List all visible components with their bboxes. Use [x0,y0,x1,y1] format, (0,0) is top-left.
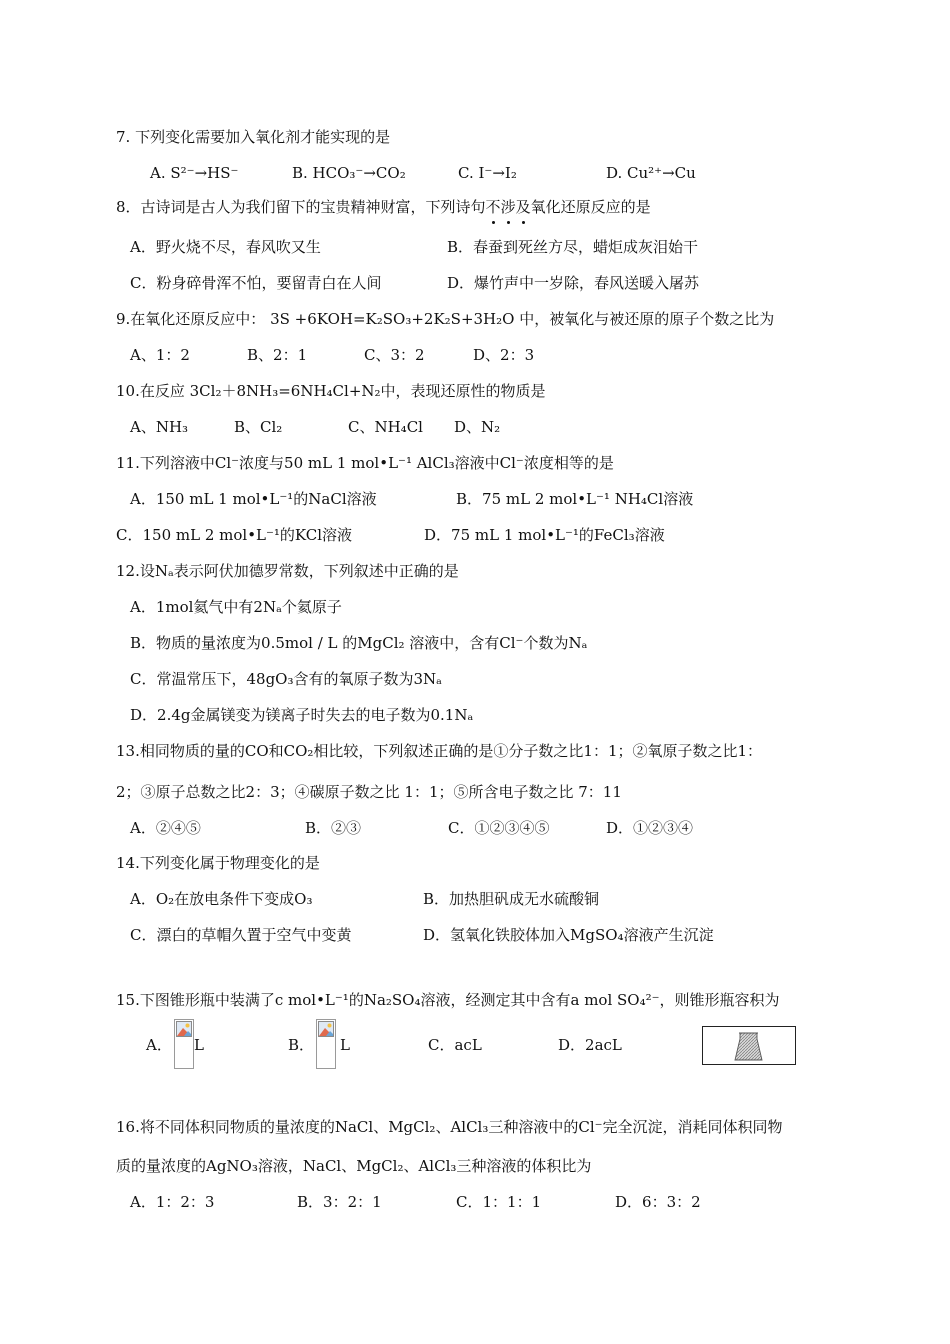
q8-stem-post: 氧化还原反应的是 [530,198,651,216]
q7-option-a: A. S²⁻→HS⁻ [150,164,239,182]
q8-option-b: B．春蚕到死丝方尽，蜡炬成灰泪始干 [447,238,699,256]
q9-option-a: A、1：2 [130,346,190,364]
q14-option-b: B．加热胆矾成无水硫酸铜 [423,890,600,908]
q13-option-b: B．②③ [305,819,362,837]
q15-stem: 15.下图锥形瓶中装满了c mol•L⁻¹的Na₂SO₄溶液，经测定其中含有a mol SO₄²⁻，则锥形瓶容积为 [116,991,780,1009]
q11-option-c: C．150 mL 2 mol•L⁻¹的KCl溶液 [116,526,353,544]
broken-image-icon [176,1021,192,1037]
q7-option-b: B. HCO₃⁻→CO₂ [292,164,406,182]
q15-option-a-formula-image [174,1019,194,1069]
q10-stem: 10.在反应 3Cl₂＋8NH₃=6NH₄Cl+N₂中，表现还原性的物质是 [116,382,546,400]
q11-stem: 11.下列溶液中Cl⁻浓度与50 mL 1 mol•L⁻¹ AlCl₃溶液中Cl⁻浓度相等的是 [116,454,614,472]
q14-stem: 14.下列变化属于物理变化的是 [116,854,320,872]
q9-option-d: D、2：3 [473,346,535,364]
q9-stem: 9.在氧化还原反应中： 3S +6KOH=K₂SO₃+2K₂S+3H₂O 中，被氧化与被还原的原子个数之比为 [116,310,775,328]
q12-stem: 12.设Nₐ表示阿伏加德罗常数，下列叙述中正确的是 [116,562,459,580]
q11-option-b: B．75 mL 2 mol•L⁻¹ NH₄Cl溶液 [456,490,694,508]
q8-option-c: C．粉身碎骨浑不怕，要留青白在人间 [130,274,382,292]
q12-option-d: D．2.4g金属镁变为镁离子时失去的电子数为0.1Nₐ [130,706,474,724]
q8-option-d: D．爆竹声中一岁除，春风送暖入屠苏 [447,274,700,292]
q13-option-a: A．②④⑤ [130,819,201,837]
q8-emph-3: 及 [515,198,531,216]
q10-option-a: A、NH₃ [130,418,189,436]
q11-option-a: A．150 mL 1 mol•L⁻¹的NaCl溶液 [130,490,377,508]
broken-image-icon [318,1021,334,1037]
flask-figure [702,1026,796,1065]
q8-emph-2: 涉 [500,198,516,216]
q14-option-c: C．漂白的草帽久置于空气中变黄 [130,926,352,944]
q12-option-a: A．1mol氦气中有2Nₐ个氦原子 [130,598,342,616]
q10-option-b: B、Cl₂ [234,418,283,436]
q16-stem-line1: 16.将不同体积同物质的量浓度的NaCl、MgCl₂、AlCl₃三种溶液中的Cl⁻完全沉淀，消耗同体积同物 [116,1118,783,1136]
q12-option-b: B．物质的量浓度为0.5mol / L 的MgCl₂ 溶液中，含有Cl⁻个数为Nₐ [130,634,588,652]
q7-option-c: C. I⁻→I₂ [458,164,517,182]
q15-option-b-suffix: L [340,1036,350,1054]
erlenmeyer-flask-icon [703,1027,794,1063]
q11-option-d: D．75 mL 1 mol•L⁻¹的FeCl₃溶液 [424,526,665,544]
q15-option-a-suffix: L [194,1036,204,1054]
q16-option-d: D．6：3：2 [615,1193,701,1211]
q10-option-c: C、NH₄Cl [348,418,423,436]
q14-option-d: D．氢氧化铁胶体加入MgSO₄溶液产生沉淀 [423,926,714,944]
q16-option-a: A．1：2：3 [130,1193,215,1211]
q15-option-d: D．2acL [558,1036,622,1054]
q13-option-c: C．①②③④⑤ [448,819,550,837]
q15-option-a-prefix: A． [146,1036,172,1054]
q15-option-c: C．acL [428,1036,482,1054]
q9-option-c: C、3：2 [364,346,425,364]
q13-stem-line2: 2；③原子总数之比2：3；④碳原子数之比 1：1；⑤所含电子数之比 7：11 [116,783,622,801]
q8-option-a: A．野火烧不尽，春风吹又生 [130,238,321,256]
q8-stem [116,197,651,217]
q13-stem-line1: 13.相同物质的量的CO和CO₂相比较，下列叙述正确的是①分子数之比1：1；②氧原子数之比1： [116,742,763,760]
q15-option-b-formula-image [316,1019,336,1069]
q7-option-d: D. Cu²⁺→Cu [606,164,696,182]
q10-option-d: D、N₂ [454,418,501,436]
q16-stem-line2: 质的量浓度的AgNO₃溶液，NaCl、MgCl₂、AlCl₃三种溶液的体积比为 [116,1157,592,1175]
q9-option-b: B、2：1 [247,346,308,364]
q13-option-d: D．①②③④ [606,819,694,837]
q8-emph-1: 不 [485,198,501,216]
q8-stem-pre: 8．古诗词是古人为我们留下的宝贵精神财富，下列诗句 [116,198,486,216]
q14-option-a: A．O₂在放电条件下变成O₃ [130,890,313,908]
q7-stem: 7. 下列变化需要加入氧化剂才能实现的是 [116,128,391,146]
q16-option-c: C．1：1：1 [456,1193,542,1211]
q12-option-c: C．常温常压下，48gO₃含有的氧原子数为3Nₐ [130,670,442,688]
q15-option-b-prefix: B． [288,1036,315,1054]
q16-option-b: B．3：2：1 [297,1193,382,1211]
